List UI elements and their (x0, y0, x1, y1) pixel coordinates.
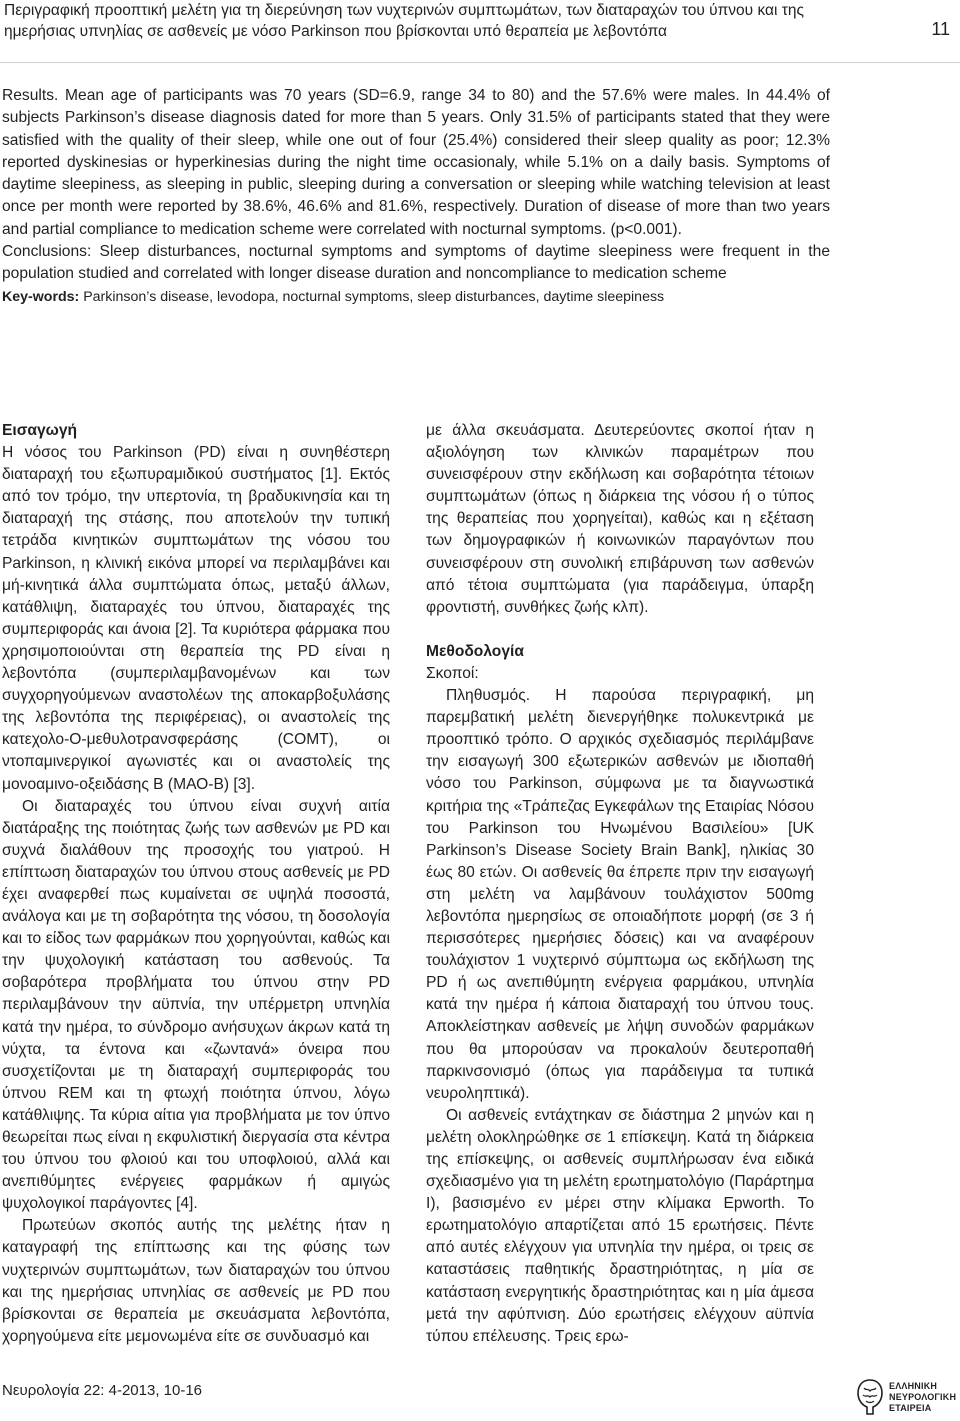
methods-population-paragraph: Πληθυσμός. Η παρούσα περιγραφική, μη παρεμβατική μελέτη διενεργήθηκε πολυκεντρικά με προοπτικό τρόπο. Ο αρχικός σχεδιασμός περιλάμβανε την εισαγωγή 300 εξωτερικών ασθενών με ιδιοπαθή νόσο του Parkinson, σύμφωνα με τα διαγνωστικά κριτήρια της «Τράπεζας Εγκεφάλων της Εταιρίας Νόσου του Parkinson του Ηνωμένου Βασιλείου» [UK Parkinson’s Disease Society Brain Bank], ηλικίας 30 έως 80 ετών. Οι ασθενείς θα έπρεπε πριν την εισαγωγή στη μελέτη να λαμβάνουν τουλάχιστον 500mg λεβοντόπα ημερησίως σε οποιαδήποτε μορφή (σε 3 ή περισσότερες ημερήσιες δόσεις) και να αναφέρουν τουλάχιστον 1 νυχτερινό σύμπτωμα ως εκδήλωση της PD ή ως ανεπιθύμητη ενέργεια φαρμάκου, υπνηλία κατά την ημέρα ή κάποια διαταραχή του ύπνου τους. Αποκλείστηκαν ασθενείς με λήψη συνοδών φαρμάκων που θα μπορούσαν να προκαλούν δευτεροπαθή παρκινσονισμό (όπως για παράδειγμα τα τυπικά νευροληπτικά). (426, 687, 814, 1102)
english-abstract (2, 85, 830, 308)
intro-paragraph-3: Πρωτεύων σκοπός αυτής της μελέτης ήταν η καταγραφή της επίπτωσης και της φύσης των νυχτερινών συμπτωμάτων, των διαταραχών του ύπνου και της ημερήσιας υπνηλίας σε ασθενείς με PD που βρίσκονται σε θεραπεία με σκευάσματα λεβοντόπα, χορηγούμενα είτε μεμονωμένα είτε σε συνδυασμό και (2, 1217, 390, 1345)
running-header (0, 0, 960, 63)
logo-line-1: ΕΛΛΗΝΙΚΗ (889, 1381, 938, 1391)
section-heading-methodology: Μεθοδολογία (426, 642, 524, 660)
keywords-label: Key-words: (2, 288, 80, 305)
page-number: 11 (931, 19, 950, 39)
keywords-text: Parkinson’s disease, levodopa, nocturnal symptoms, sleep disturbances, daytime sleepiness (79, 288, 665, 305)
section-heading-introduction: Εισαγωγή (2, 422, 78, 439)
running-header-title: Περιγραφική προοπτική μελέτη για τη διερεύνηση των νυχτερινών συμπτωμάτων, των διαταραχών του ύπνου και της ημερήσιας υπνηλίας σε ασθενείς με νόσο Parkinson που βρίσκονται υπό θεραπεία με λεβοντόπα (4, 2, 804, 40)
society-logo (856, 1378, 960, 1418)
methods-procedure-paragraph: Οι ασθενείς εντάχτηκαν σε διάστημα 2 μηνών και η μελέτη ολοκληρώθηκε σε 1 επίσκεψη. Κατά τη διάρκεια της επίσκεψης, οι ασθενείς συμπλήρωσαν ένα ειδικά σχεδιασμένο για τη μελέτη ερωτηματολόγιο (Παράρτημα Ι), βασισμένο εν μέρει στην κλίμακα Epworth. Το ερωτηματολόγιο απαρτίζεται από 15 ερωτήσεις. Πέντε από αυτές ελέγχουν για υπνηλία την ημέρα, οι τρεις σε καταστάσεις παθητικής δραστηριότητας, η μία σε κατάσταση ενεργητικής δραστηριότητας και η μία άμεσα μετά την αφύπνιση. Δύο ερωτήσεις ελέγχουν αϋπνία τύπου επέλευσης. Τρεις ερω- (426, 1106, 814, 1345)
abstract-keywords (2, 286, 830, 308)
abstract-conclusions: Conclusions: Sleep disturbances, nocturnal symptoms and symptoms of daytime sleepiness were frequent in the population studied and correlated with longer disease duration and noncompliance to medication scheme (2, 243, 830, 283)
left-column (2, 420, 390, 1348)
footer-citation: Νευρολογία 22: 4-2013, 10-16 (2, 1382, 203, 1399)
right-column (426, 420, 814, 1348)
logo-line-3: ΕΤΑΙΡΕΙΑ (889, 1403, 932, 1413)
brain-logo-icon (856, 1378, 884, 1416)
intro-paragraph-1: Η νόσος του Parkinson (PD) είναι η συνηθέστερη διαταραχή του εξωπυραμιδικού συστήματος [1]. Εκτός από τον τρόμο, την υπερτονία, τη βραδυκινησία και τη διαταραχή της στάσης, που αποτελούν την τυπική τετράδα κινητικών συμπτωμάτων της νόσου του Parkinson, η κλινική εικόνα μπορεί να περιλαμβάνει και μή-κινητικά άλλα συμπτώματα όπως, μεταξύ άλλων, κατάθλιψη, διαταραχές του ύπνου, διαταραχές της συμπεριφοράς και άνοια [2]. Τα κυριότερα φάρμακα που χρησιμοποιούνται στη θεραπεία της PD είναι η λεβοντόπα (συμπεριλαμβανομένων και των συγχορηγούμενων αναστολέων της αποκαρβοξυλάσης της λεβοντόπα της περιφέρειας), οι αναστολείς της κατεχολο-Ο-μεθυλοτρανσφεράσης (COMT), οι ντοπαμινεργικοί αγωνιστές και οι αναστολείς της μονοαμινο-οξειδάσης Β (ΜΑΟ-Β) [3]. (2, 444, 390, 793)
methods-aims-label: Σκοποί: (426, 664, 479, 682)
intro-paragraph-continued: με άλλα σκευάσματα. Δευτερεύοντες σκοποί ήταν η αξιολόγηση των κλινικών παραμέτρων που συνεισφέρουν στην εκδήλωση και σοβαρότητα τέτοιων συμπτωμάτων (όπως η διάρκεια της νόσου ή ο τύπος της θεραπείας που χορηγείται), καθώς και η εξέταση των δημογραφικών ή κοινωνικών παραγόντων που συνεισφέρουν στη συνολική επιβάρυνση των ασθενών από τέτοια συμπτώματα (για παράδειγμα, ύπαρξη φροντιστή, συνθήκες ζωής κλπ). (426, 422, 814, 616)
intro-paragraph-2: Οι διαταραχές του ύπνου είναι συχνή αιτία διατάραξης της ποιότητας ζωής των ασθενών με PD και συχνά διαλάθουν της προσοχής του γιατρού. Η επίπτωση διαταραχών του ύπνου στους ασθενείς με PD έχει αναφερθεί πως κυμαίνεται σε υψηλά ποσοστά, ανάλογα και με τη σοβαρότητα της νόσου, τη δοσολογία και το είδος των φαρμάκων που χορηγούνται, καθώς και την ψυχολογική κατάσταση του ασθενούς. Τα σοβαρότερα προβλήματα του ύπνου στην PD περιλαμβάνουν την αϋπνία, την υπέρμετρη υπνηλία κατά την ημέρα, το σύνδρομο ανήσυχων άκρων κατά τη νύχτα, τα έντονα και «ζωντανά» όνειρα που συσχετίζονται με τη διαταραχή συμπεριφοράς του ύπνου REM και τη φτωχή ποιότητα ύπνου, λόγω κατάθλιψης. Τα κύρια αίτια για προβλήματα με τον ύπνο θεωρείται πως είναι η εκφυλιστική διεργασία στα κέντρα του ύπνου του φλοιού και του υποφλοιού, αλλά και ανεπιθύμητες ενέργειες φαρμάκων ή αμιγώς ψυχολογικοί παράγοντες [4]. (2, 797, 390, 1213)
logo-line-2: ΝΕΥΡΟΛΟΓΙΚΗ (889, 1392, 957, 1402)
abstract-results: Results. Mean age of participants was 70 years (SD=6.9, range 34 to 80) and the 57.6% were males. In 44.4% of subjects Parkinson’s disease diagnosis dated for more than 5 years. Only 31.5% of participants stated that they were satisfied with the quality of their sleep, while one out of four (25.4%) considered their sleep quality as poor; 12.3% reported dyskinesias or hyperkinesias during the night time occasionaly, while 5.1% on a daily basis. Symptoms of daytime sleepiness, as sleeping in public, sleeping during a conversation or sleeping while watching television at least once per month were reported by 38.6%, 46.6% and 81.6%, respectively. Duration of disease of more than two years and partial compliance to medication scheme were correlated with nocturnal symptoms. (p<0.001). (2, 87, 830, 238)
logo-text (889, 1381, 956, 1414)
